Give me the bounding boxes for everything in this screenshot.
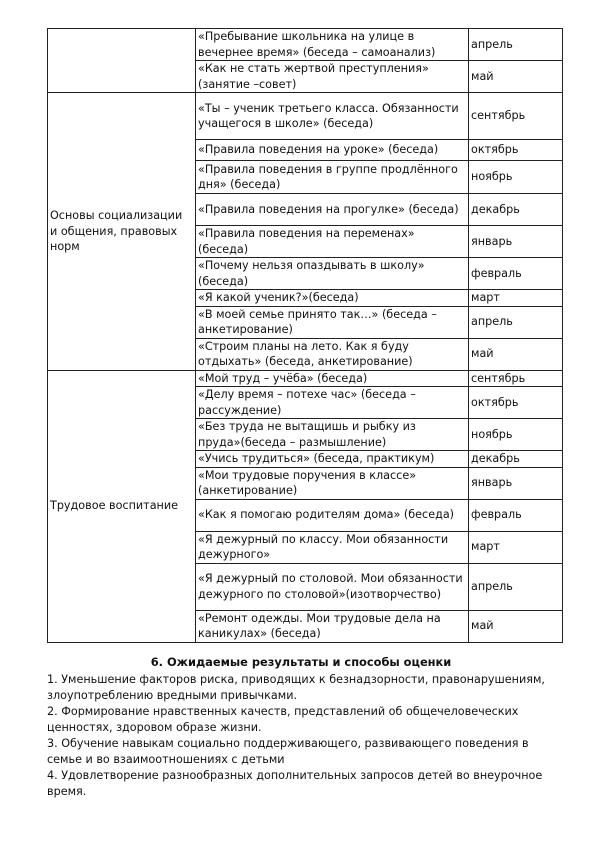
expected-results-section <box>47 654 555 800</box>
month-cell: сентябрь <box>469 93 563 140</box>
expected-results-heading: 6. Ожидаемые результаты и способы оценки <box>150 655 452 669</box>
topic-cell: «Пребывание школьника на улице в вечернее время» (беседа – самоанализ) <box>196 29 469 61</box>
month-cell: февраль <box>469 499 563 531</box>
topic-cell: «Правила поведения на переменах» (беседа) <box>196 226 469 258</box>
result-item-1: 1. Уменьшение факторов риска, приводящих к безнадзорности, правонарушениям, злоупотреблению вредными привычками. <box>47 673 545 702</box>
month-cell: декабрь <box>469 451 563 468</box>
month-cell: май <box>469 61 563 93</box>
month-cell: сентябрь <box>469 370 563 387</box>
topic-cell: «Строим планы на лето. Как я буду отдыхать» (беседа, анкетирование) <box>196 338 469 370</box>
result-item-4: 4. Удовлетворение разнообразных дополнительных запросов детей во внеурочное время. <box>47 769 543 798</box>
month-cell: март <box>469 531 563 563</box>
month-cell: февраль <box>469 258 563 290</box>
activity-plan-body <box>48 29 563 643</box>
section-cell: Основы социализации и общения, правовых норм <box>48 93 196 371</box>
month-cell: май <box>469 338 563 370</box>
result-item-3: 3. Обучение навыкам социально поддерживающего, развивающего поведения в семье и во взаимоотношениях с детьми <box>47 737 529 766</box>
topic-cell: «Мои трудовые поручения в классе» (анкетирование) <box>196 467 469 499</box>
table-row <box>48 29 563 61</box>
topic-cell: «Как не стать жертвой преступления» (занятие –совет) <box>196 61 469 93</box>
month-cell: апрель <box>469 563 563 610</box>
topic-cell: «Мой труд – учёба» (беседа) <box>196 370 469 387</box>
topic-cell: «В моей семье принято так…» (беседа – анкетирование) <box>196 306 469 338</box>
topic-cell: «Почему нельзя опаздывать в школу» (беседа) <box>196 258 469 290</box>
result-item-2: 2. Формирование нравственных качеств, представлений об общечеловеческих ценностях, здоровом образе жизни. <box>47 705 519 734</box>
table-row <box>48 93 563 140</box>
table-row <box>48 370 563 387</box>
month-cell: декабрь <box>469 194 563 226</box>
month-cell: январь <box>469 226 563 258</box>
section-cell <box>48 29 196 93</box>
topic-cell: «Ты – ученик третьего класса. Обязанности учащегося в школе» (беседа) <box>196 93 469 140</box>
month-cell: ноябрь <box>469 419 563 451</box>
topic-cell: «Ремонт одежды. Мои трудовые дела на каникулах» (беседа) <box>196 610 469 642</box>
topic-cell: «Делу время – потехе час» (беседа – рассуждение) <box>196 387 469 419</box>
section-cell: Трудовое воспитание <box>48 370 196 642</box>
topic-cell: «Правила поведения на уроке» (беседа) <box>196 140 469 161</box>
topic-cell: «Правила поведения на прогулке» (беседа) <box>196 194 469 226</box>
month-cell: май <box>469 610 563 642</box>
topic-cell: «Я какой ученик?»(беседа) <box>196 290 469 307</box>
topic-cell: «Учись трудиться» (беседа, практикум) <box>196 451 469 468</box>
month-cell: апрель <box>469 306 563 338</box>
month-cell: октябрь <box>469 387 563 419</box>
month-cell: март <box>469 290 563 307</box>
topic-cell: «Без труда не вытащишь и рыбку из пруда»(беседа – размышление) <box>196 419 469 451</box>
month-cell: ноябрь <box>469 161 563 194</box>
topic-cell: «Как я помогаю родителям дома» (беседа) <box>196 499 469 531</box>
activity-plan-table <box>47 28 563 643</box>
month-cell: октябрь <box>469 140 563 161</box>
topic-cell: «Правила поведения в группе продлённого дня» (беседа) <box>196 161 469 194</box>
month-cell: апрель <box>469 29 563 61</box>
month-cell: январь <box>469 467 563 499</box>
topic-cell: «Я дежурный по классу. Мои обязанности дежурного» <box>196 531 469 563</box>
topic-cell: «Я дежурный по столовой. Мои обязанности дежурного по столовой»(изотворчество) <box>196 563 469 610</box>
